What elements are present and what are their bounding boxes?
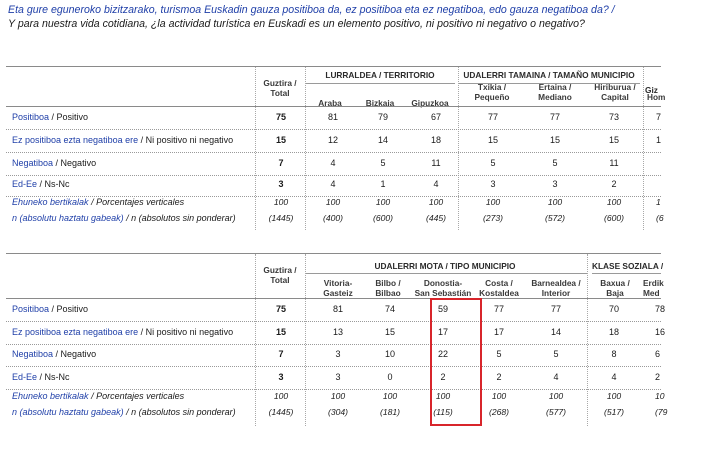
table-cell: 59 <box>437 304 448 314</box>
col-header-small: Txikia / Pequeño <box>474 82 510 102</box>
table-cell: 15 <box>487 135 498 145</box>
table-territory-size <box>0 60 666 230</box>
header-bottom-rule <box>6 298 661 299</box>
table-cell: (6 <box>656 213 664 223</box>
table-top-rule <box>6 253 661 254</box>
table-cell: 3 <box>335 372 341 382</box>
col-header-capital: Hiriburua / Capital <box>594 82 636 102</box>
table-cell: 7 <box>278 349 284 359</box>
table-cell: 100 <box>485 197 501 207</box>
table-cell: 12 <box>327 135 338 145</box>
col-divider <box>255 254 256 426</box>
table-cell: 2 <box>440 372 446 382</box>
table-cell: (268) <box>488 407 510 417</box>
group-header-cut: Giz <box>645 85 658 95</box>
header-bottom-rule <box>6 106 661 107</box>
row-separator <box>6 321 661 322</box>
row-label-pct: Ehuneko bertikalak / Porcentajes verticales <box>12 197 185 207</box>
table-cell: 15 <box>549 135 560 145</box>
table-cell: 3 <box>335 349 341 359</box>
row-label-neg: Negatiboa / Negativo <box>12 349 97 359</box>
row-label-neutral: Ez positiboa ezta negatiboa ere / Ni positivo ni negativo <box>12 135 234 145</box>
row-label-pos: Positiboa / Positivo <box>12 304 89 314</box>
table-cell: 77 <box>493 304 504 314</box>
table-cell: 100 <box>330 391 346 401</box>
table-cell: 100 <box>325 197 341 207</box>
table-cell: 1 <box>656 135 662 145</box>
table-cell: (445) <box>425 213 447 223</box>
col-divider <box>305 67 306 230</box>
table-cell: 2 <box>496 372 502 382</box>
table-cell: (600) <box>372 213 394 223</box>
row-label-nsnc: Ed-Ee / Ns-Nc <box>12 179 70 189</box>
col-divider <box>587 254 588 426</box>
table-cell: 7 <box>656 112 662 122</box>
table-cell: 14 <box>550 327 561 337</box>
col-header-araba: Araba <box>318 98 342 108</box>
row-separator <box>6 129 661 130</box>
table-cell: 5 <box>553 349 559 359</box>
table-cell: 2 <box>655 372 661 382</box>
question-basque: Eta gure eguneroko bizitzarako, turismoa Euskadin gauza positiboa da, ez positiboa eta ez negatiboa, edo gauza negatiboa da? / <box>8 4 615 16</box>
table-cell: 10 <box>384 349 395 359</box>
table-cell: 100 <box>606 391 622 401</box>
col-header-cut: Erdik Med <box>643 278 664 298</box>
table-cell: (273) <box>482 213 504 223</box>
table-cell: 70 <box>608 304 619 314</box>
row-label-pos: Positiboa / Positivo <box>12 112 89 122</box>
group-underline <box>305 83 455 84</box>
col-header-cut: Hom <box>647 92 666 102</box>
table-cell: 77 <box>487 112 498 122</box>
table-cell: 4 <box>611 372 617 382</box>
table-cell: 16 <box>655 327 666 337</box>
table-cell: (1445) <box>268 407 294 417</box>
table-cell: 77 <box>549 112 560 122</box>
col-header-bilbao: Bilbo / Bilbao <box>375 278 401 298</box>
table-cell: 3 <box>490 179 496 189</box>
table-cell: 13 <box>332 327 343 337</box>
table-cell: 5 <box>496 349 502 359</box>
table-cell: 1 <box>656 197 661 207</box>
table-cell: 100 <box>382 391 398 401</box>
group-header-municipality-type: UDALERRI MOTA / TIPO MUNICIPIO <box>374 261 516 271</box>
table-cell: 81 <box>327 112 338 122</box>
row-separator <box>6 366 661 367</box>
table-cell: (577) <box>545 407 567 417</box>
table-cell: 75 <box>275 304 286 314</box>
table-cell: 75 <box>275 112 286 122</box>
col-header-total: Guztira / Total <box>263 78 297 98</box>
table-cell: (115) <box>433 407 453 417</box>
row-label-neg: Negatiboa / Negativo <box>12 158 97 168</box>
table-cell: 100 <box>491 391 507 401</box>
table-cell: 5 <box>380 158 386 168</box>
col-header-vitoria: Vitoria- Gasteiz <box>323 278 353 298</box>
table-top-rule <box>6 66 661 67</box>
table-cell: 100 <box>547 197 563 207</box>
table-cell: 2 <box>611 179 617 189</box>
table-cell: (572) <box>544 213 566 223</box>
question-spanish: Y para nuestra vida cotidiana, ¿la actividad turística en Euskadi es un elemento positivo, ni positivo ni negativo o negativo? <box>8 18 585 30</box>
col-header-costa: Costa / Kostaldea <box>479 278 519 298</box>
highlight-box-donostia <box>430 298 482 426</box>
col-header-medium: Ertaina / Mediano <box>538 82 572 102</box>
table-cell: 11 <box>431 158 441 168</box>
row-label-pct: Ehuneko bertikalak / Porcentajes verticales <box>12 391 185 401</box>
col-header-gipuzkoa: Gipuzkoa <box>411 98 449 108</box>
col-header-total: Guztira / Total <box>263 265 297 285</box>
table-cell: 0 <box>387 372 393 382</box>
table-cell: 78 <box>655 304 666 314</box>
table-cell: (1445) <box>268 213 294 223</box>
table-cell: 18 <box>608 327 619 337</box>
table-cell: 10 <box>655 391 665 401</box>
col-header-bizkaia: Bizkaia <box>365 98 395 108</box>
group-underline <box>592 273 661 274</box>
col-divider <box>255 67 256 230</box>
table-cell: 4 <box>553 372 559 382</box>
table-cell: 100 <box>548 391 564 401</box>
table-cell: (181) <box>379 407 401 417</box>
table-cell: 22 <box>437 349 448 359</box>
table-cell: 15 <box>608 135 619 145</box>
table-municipality-type-class <box>0 253 668 428</box>
table-cell: (304) <box>327 407 349 417</box>
table-cell: 100 <box>606 197 622 207</box>
table-cell: 3 <box>552 179 558 189</box>
row-label-nsnc: Ed-Ee / Ns-Nc <box>12 372 70 382</box>
table-cell: 67 <box>430 112 441 122</box>
table-cell: 14 <box>377 135 388 145</box>
row-separator <box>6 389 661 390</box>
table-cell: (79 <box>655 407 668 417</box>
col-header-donostia: Donostia- San Sebastián <box>414 278 472 298</box>
table-cell: 100 <box>273 391 289 401</box>
table-cell: (517) <box>603 407 625 417</box>
question-text <box>8 3 658 31</box>
row-label-neutral: Ez positiboa ezta negatiboa ere / Ni positivo ni negativo <box>12 327 234 337</box>
row-separator <box>6 175 661 176</box>
table-cell: 4 <box>330 158 336 168</box>
table-cell: (600) <box>603 213 625 223</box>
row-label-n: n (absolutu haztatu gabeak) / n (absolutos sin ponderar) <box>12 213 236 223</box>
table-cell: 18 <box>430 135 441 145</box>
col-header-interior: Barnealdea / Interior <box>531 278 581 298</box>
col-header-low: Baxua / Baja <box>600 278 630 298</box>
table-cell: (400) <box>322 213 344 223</box>
table-cell: 5 <box>552 158 558 168</box>
group-header-municipality-size: UDALERRI TAMAINA / TAMAÑO MUNICIPIO <box>463 70 635 80</box>
table-cell: 100 <box>375 197 391 207</box>
col-divider <box>305 254 306 426</box>
table-cell: 15 <box>384 327 395 337</box>
group-underline <box>305 273 587 274</box>
row-separator <box>6 152 661 153</box>
row-label-n: n (absolutu haztatu gabeak) / n (absolutos sin ponderar) <box>12 407 236 417</box>
table-cell: 15 <box>275 327 286 337</box>
table-cell: 100 <box>428 197 444 207</box>
table-cell: 4 <box>433 179 439 189</box>
table-cell: 17 <box>493 327 504 337</box>
col-divider <box>643 67 644 230</box>
group-header-social-class: KLASE SOZIALA / <box>592 261 664 271</box>
table-cell: 77 <box>550 304 561 314</box>
table-cell: 11 <box>609 158 619 168</box>
table-cell: 100 <box>273 197 289 207</box>
table-cell: 5 <box>490 158 496 168</box>
table-cell: 3 <box>278 372 284 382</box>
table-cell: 8 <box>611 349 617 359</box>
table-cell: 79 <box>377 112 388 122</box>
table-cell: 7 <box>278 158 284 168</box>
table-cell: 100 <box>435 391 451 401</box>
table-cell: 3 <box>278 179 284 189</box>
table-cell: 81 <box>332 304 343 314</box>
table-cell: 15 <box>275 135 286 145</box>
table-cell: 1 <box>380 179 386 189</box>
table-cell: 6 <box>655 349 661 359</box>
table-cell: 73 <box>608 112 619 122</box>
table-cell: 74 <box>384 304 395 314</box>
table-cell: 17 <box>437 327 448 337</box>
table-cell: 4 <box>330 179 336 189</box>
group-header-territory: LURRALDEA / TERRITORIO <box>325 70 435 80</box>
row-separator <box>6 344 661 345</box>
